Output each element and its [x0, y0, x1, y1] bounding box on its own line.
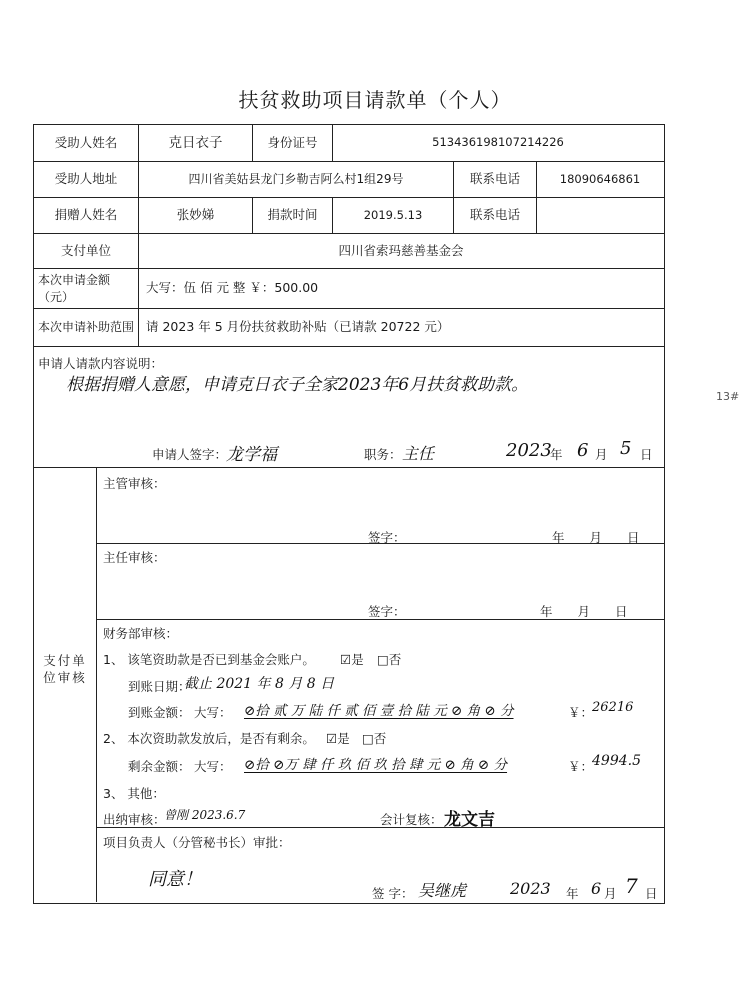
application-label: 申请人请款内容说明： [38, 356, 164, 371]
recipient-name-label: 受助人姓名 [54, 134, 118, 150]
recipient-name: 克日衣子 [168, 134, 223, 151]
cashier-label: 出纳审核： [103, 812, 166, 827]
director-sign-label: 签字： [368, 604, 406, 619]
question-1: 1、 该笔资助款是否已到基金会账户。 [103, 652, 315, 667]
question-3: 3、 其他： [103, 786, 165, 801]
phone: 18090646861 [559, 171, 641, 186]
donor-phone [537, 198, 663, 233]
applicant-signature-label: 申请人签字： [152, 447, 228, 462]
address-label: 受助人地址 [54, 171, 118, 187]
project-lead-label: 项目负责人（分管秘书长）审批： [103, 835, 291, 850]
scope-label: 本次申请补助范围 [38, 320, 135, 335]
arrival-date: 截止 2021 年 8 月 8 日 [184, 676, 335, 692]
donation-time: 2019.5.13 [363, 207, 423, 222]
remain-amount-label: 剩余金额： [128, 759, 191, 774]
q2-yes: ☑是 [326, 731, 350, 746]
supervisor-date: 年 月 日 [552, 530, 640, 545]
lead-day-unit: 日 [645, 886, 658, 901]
application-month-unit: 月 [595, 447, 608, 462]
director-label: 主任审核： [103, 550, 166, 565]
arrival-date-label: 到账日期： [128, 679, 191, 694]
position: 主任 [402, 444, 435, 463]
phone-label: 联系电话 [469, 171, 520, 187]
grid-line [33, 467, 664, 468]
q1-no: □否 [377, 652, 402, 667]
amount: 大写：伍 佰 元 整 ￥：500.00 [146, 280, 319, 296]
address: 四川省美姑县龙门乡勒吉阿么村1组29号 [188, 172, 404, 187]
application-content: 根据捐赠人意愿，申请克日衣子全家2023年6月扶贫救助款。 [66, 375, 529, 395]
margin-note: 13# [716, 390, 740, 403]
payer-label: 支付单位 [60, 242, 111, 258]
scope: 请 2023 年 5 月份扶贫救助补贴（已请款 20722 元） [146, 319, 450, 335]
lead-year-unit: 年 [566, 886, 579, 901]
application-day: 5 [620, 438, 632, 459]
arrival-amount-label: 到账金额： [128, 705, 191, 720]
q1-yes: ☑是 [340, 652, 364, 667]
amount-label: 本次申请金额（元） [38, 273, 111, 304]
application-day-unit: 日 [640, 447, 653, 462]
donor-phone-label: 联系电话 [469, 207, 520, 223]
arrival-amount-words: ⊘拾 贰 万 陆 仟 贰 佰 壹 拾 陆 元 ⊘ 角 ⊘ 分 [244, 703, 514, 719]
grid-line [33, 346, 664, 347]
lead-sign-label: 签 字： [372, 886, 414, 901]
lead-month: 6 [591, 879, 602, 898]
application-month: 6 [577, 440, 589, 461]
remain-amount-words: ⊘拾 ⊘万 肆 仟 玖 佰 玖 拾 肆 元 ⊘ 角 ⊘ 分 [244, 757, 508, 773]
arrival-daxie-label: 大写： [194, 705, 232, 720]
id-number: 513436198107214226 [432, 135, 564, 150]
page-title: 扶贫救助项目请款单（个人） [238, 88, 512, 112]
accountant-label: 会计复核： [380, 812, 443, 827]
review-section-label [36, 640, 94, 700]
supervisor-label: 主管审核： [103, 476, 166, 491]
accountant-sign: 龙文吉 [444, 810, 495, 830]
review-section-label-text: 支付单位审核 [43, 653, 87, 685]
id-label: 身份证号 [267, 134, 318, 150]
application-year: 2023 [506, 440, 552, 461]
donor: 张妙娣 [176, 207, 215, 223]
director-date: 年 月 日 [540, 604, 628, 619]
cashier-sign: 曾刚 2023.6.7 [164, 808, 246, 822]
remain-amount-num: 4994.5 [592, 753, 641, 769]
lead-year: 2023 [510, 879, 551, 898]
finance-label: 财务部审核： [103, 626, 179, 641]
remain-daxie-label: 大写： [194, 759, 232, 774]
lead-day: 7 [625, 874, 638, 898]
application-year-unit: 年 [550, 447, 563, 462]
donation-time-label: 捐款时间 [267, 207, 318, 223]
donor-label: 捐赠人姓名 [54, 207, 118, 223]
lead-sign: 吴继虎 [418, 881, 467, 900]
applicant-signature: 龙学福 [226, 445, 277, 465]
project-lead-comment: 同意！ [148, 869, 202, 890]
grid-line [96, 467, 97, 902]
arrival-amount-yen: ￥： [568, 705, 594, 720]
remain-amount-yen: ￥： [568, 759, 594, 774]
question-2: 2、 本次资助款发放后，是否有剩余。 [103, 731, 315, 746]
lead-month-unit: 月 [604, 886, 617, 901]
supervisor-sign-label: 签字： [368, 530, 406, 545]
payer: 四川省索玛慈善基金会 [338, 242, 464, 258]
q2-no: □否 [362, 731, 387, 746]
position-label: 职务： [364, 447, 402, 462]
arrival-amount-num: 26216 [592, 700, 634, 715]
